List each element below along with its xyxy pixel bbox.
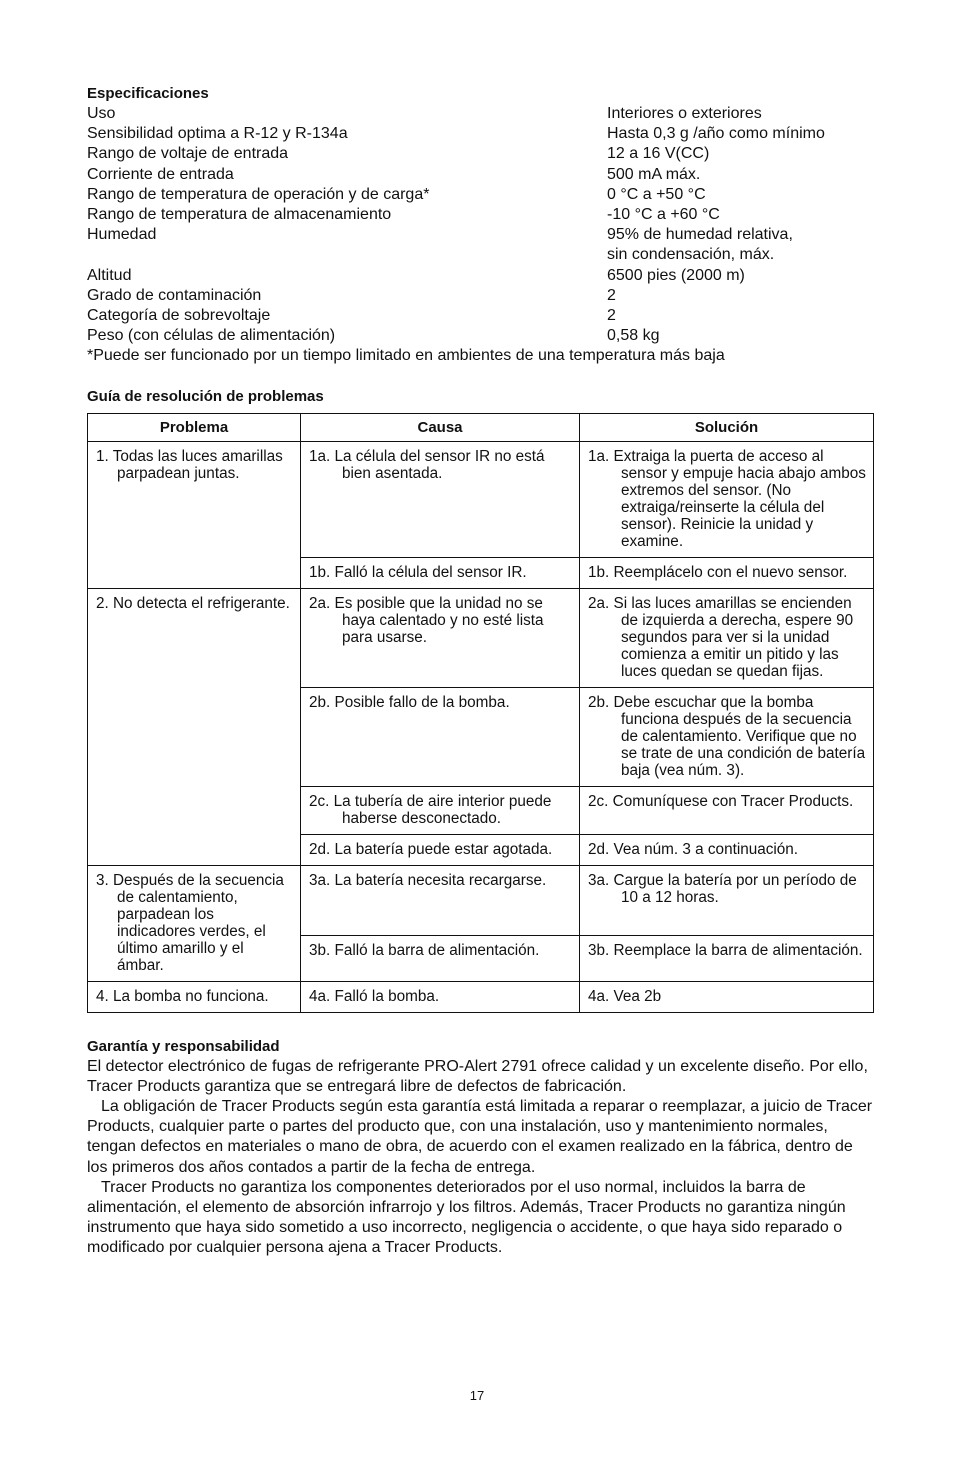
spec-value-line: 12 a 16 V(CC) bbox=[607, 145, 710, 163]
table-row bbox=[88, 441, 874, 557]
warranty-paragraph: Tracer Products no garantiza los componentes deteriorados por el uso normal, incluidos la barra de alimentación, el elemento de absorción infrarrojo y los filtros. Además, Tracer Products no garantiza ningún instrumento que haya sido sometido a uso incorrecto, negligencia o accidente, o que haya sido reparado o modificado por cualquier persona ajena a Tracer Products. bbox=[87, 1178, 846, 1257]
specifications-list bbox=[87, 104, 873, 346]
spec-value-line: 95% de humedad relativa, bbox=[607, 226, 793, 244]
spec-row bbox=[87, 286, 873, 306]
specifications-title: Especificaciones bbox=[87, 85, 209, 102]
spec-value-line: 500 mA máx. bbox=[607, 165, 701, 183]
spec-value bbox=[607, 326, 873, 346]
table-body bbox=[88, 441, 874, 1012]
document-page bbox=[87, 84, 873, 1259]
spec-value-line: 0,58 kg bbox=[607, 327, 660, 345]
spec-value bbox=[607, 225, 873, 265]
cause-cell: 2a. Es posible que la unidad no se haya calentado y no esté lista para usarse. bbox=[309, 594, 544, 646]
cause-cell: 1a. La célula del sensor IR no está bien asentada. bbox=[309, 447, 545, 482]
spec-value-line: Hasta 0,3 g /año como mínimo bbox=[607, 125, 825, 143]
spec-label: Uso bbox=[87, 105, 116, 122]
spec-row bbox=[87, 124, 873, 144]
spec-value bbox=[607, 104, 873, 124]
header-problem: Problema bbox=[88, 413, 301, 441]
problem-cell: 1. Todas las luces amarillas parpadean juntas. bbox=[96, 447, 283, 482]
spec-value bbox=[607, 205, 873, 225]
cause-cell: 2c. La tubería de aire interior puede haberse desconectado. bbox=[309, 792, 552, 827]
troubleshooting-section bbox=[87, 387, 873, 1013]
solution-cell: 1a. Extraiga la puerta de acceso al sensor y empuje hacia abajo ambos extremos del sensor. (No extraiga/reinserte la célula del sensor). Reinicie la unidad y examine. bbox=[588, 447, 866, 550]
spec-value bbox=[607, 144, 873, 164]
table-row bbox=[88, 588, 874, 687]
spec-row bbox=[87, 185, 873, 205]
spec-value-line: 0 °C a +50 °C bbox=[607, 185, 706, 203]
spec-value bbox=[607, 185, 873, 205]
spec-row bbox=[87, 104, 873, 124]
problem-cell: 2. No detecta el refrigerante. bbox=[96, 594, 290, 612]
spec-value-line: -10 °C a +60 °C bbox=[607, 206, 720, 224]
solution-cell: 2a. Si las luces amarillas se encienden de izquierda a derecha, espere 90 segundos para ver si la unidad comienza a emitir un pitido y las luces quedan se quedan fijas. bbox=[588, 594, 854, 680]
spec-row bbox=[87, 225, 873, 265]
table-row bbox=[88, 981, 874, 1012]
spec-label: Rango de temperatura de operación y de carga* bbox=[87, 185, 430, 203]
spec-row bbox=[87, 326, 873, 346]
solution-cell: 2b. Debe escuchar que la bomba funciona después de la secuencia de calentamiento. Verifique que no se trate de una condición de batería baja (vea núm. 3). bbox=[588, 693, 866, 779]
spec-value-line: 2 bbox=[607, 307, 616, 325]
spec-value-line: sin condensación, máx. bbox=[607, 246, 775, 264]
cause-cell: 3b. Falló la barra de alimentación. bbox=[309, 942, 540, 960]
spec-label: Grado de contaminación bbox=[87, 286, 262, 304]
page-number: 17 bbox=[469, 1388, 485, 1403]
solution-cell: 1b. Reemplácelo con el nuevo sensor. bbox=[588, 563, 848, 581]
spec-row bbox=[87, 306, 873, 326]
spec-value-line: 2 bbox=[607, 286, 616, 304]
spec-label: Sensibilidad optima a R-12 y R-134a bbox=[87, 125, 348, 143]
warranty-paragraph: El detector electrónico de fugas de refrigerante PRO-Alert 2791 ofrece calidad y un excelente diseño. Por ello, Tracer Products garantiza que se entregará libre de defectos de fabricación. bbox=[87, 1057, 868, 1095]
warranty-title: Garantía y responsabilidad bbox=[87, 1037, 280, 1055]
spec-label: Rango de voltaje de entrada bbox=[87, 145, 289, 163]
solution-cell: 4a. Vea 2b bbox=[588, 987, 662, 1005]
problem-cell: 3. Después de la secuencia de calentamiento, parpadean los indicadores verdes, el último amarillo y el ámbar. bbox=[96, 871, 284, 974]
spec-value-line: Interiores o exteriores bbox=[607, 105, 762, 122]
spec-label: Rango de temperatura de almacenamiento bbox=[87, 206, 392, 224]
cause-cell: 3a. La batería necesita recargarse. bbox=[309, 871, 547, 889]
spec-label: Altitud bbox=[87, 266, 132, 284]
solution-cell: 2d. Vea núm. 3 a continuación. bbox=[588, 840, 799, 858]
spec-value bbox=[607, 165, 873, 185]
cause-cell: 4a. Falló la bomba. bbox=[309, 987, 440, 1005]
cause-cell: 1b. Falló la célula del sensor IR. bbox=[309, 563, 527, 581]
spec-value bbox=[607, 266, 873, 286]
warranty-section bbox=[87, 1037, 873, 1259]
spec-row bbox=[87, 144, 873, 164]
table-header-row bbox=[88, 413, 874, 441]
troubleshooting-title: Guía de resolución de problemas bbox=[87, 387, 324, 405]
solution-cell: 3b. Reemplace la barra de alimentación. bbox=[588, 942, 863, 960]
spec-label: Peso (con células de alimentación) bbox=[87, 327, 336, 345]
spec-value bbox=[607, 286, 873, 306]
cause-cell: 2b. Posible fallo de la bomba. bbox=[309, 693, 510, 711]
spec-row bbox=[87, 165, 873, 185]
specifications-footnote: *Puede ser funcionado por un tiempo limitado en ambientes de una temperatura más baja bbox=[87, 347, 725, 365]
header-solution: Solución bbox=[580, 413, 874, 441]
spec-label: Categoría de sobrevoltaje bbox=[87, 307, 271, 325]
cause-cell: 2d. La batería puede estar agotada. bbox=[309, 840, 553, 858]
spec-value bbox=[607, 124, 873, 144]
spec-label: Humedad bbox=[87, 226, 157, 244]
spec-value-line: 6500 pies (2000 m) bbox=[607, 266, 745, 284]
solution-cell: 2c. Comuníquese con Tracer Products. bbox=[588, 792, 854, 810]
warranty-paragraph: La obligación de Tracer Products según esta garantía está limitada a reparar o reemplazar, a juicio de Tracer Products, cualquier parte o partes del producto que, con una instalación, uso y mantenimiento normales, tengan defectos en materiales o mano de obra, de acuerdo con el examen realizado en la fábrica, dentro de los primeros dos años contados a partir de la fecha de entrega. bbox=[87, 1098, 873, 1176]
troubleshooting-table bbox=[87, 413, 874, 1013]
spec-row bbox=[87, 266, 873, 286]
problem-cell: 4. La bomba no funciona. bbox=[96, 987, 269, 1005]
header-cause: Causa bbox=[301, 413, 580, 441]
spec-value bbox=[607, 306, 873, 326]
specifications-section bbox=[87, 84, 873, 367]
spec-label: Corriente de entrada bbox=[87, 165, 234, 183]
table-row bbox=[88, 865, 874, 935]
solution-cell: 3a. Cargue la batería por un período de 10 a 12 horas. bbox=[588, 871, 857, 906]
spec-row bbox=[87, 205, 873, 225]
